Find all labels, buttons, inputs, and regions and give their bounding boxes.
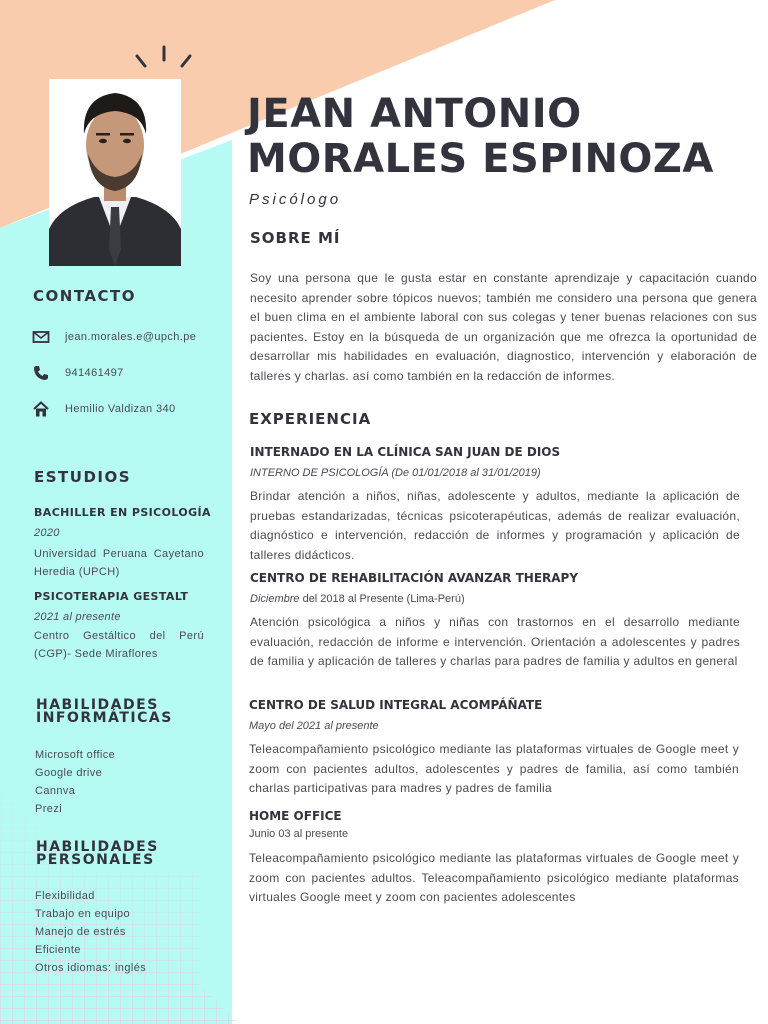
contact-address: Hemilio Valdizan 340 [65,403,176,415]
list-item: Trabajo en equipo [35,908,131,920]
computer-skills-list [35,746,115,818]
education-heading: ESTUDIOS [34,468,132,486]
home-icon [32,400,50,418]
about-heading: SOBRE MÍ [250,229,341,247]
job-subtitle-1: INTERNO DE PSICOLOGÍA (De 01/01/2018 al 31/01/2019) [250,467,541,479]
contact-heading: CONTACTO [33,287,136,305]
job-title-3: CENTRO DE SALUD INTEGRAL ACOMPÁÑATE [249,698,543,712]
job-description-3: Teleacompañamiento psicológico mediante las plataformas virtuales de Google meet y zoom con pacientes adultos, adolescentes y padres de familia, así como también charlas participativas para madres y padres de familia [249,742,739,795]
contact-email-row [32,328,196,346]
education-institution-1: Universidad Peruana Cayetano Heredia (UPCH) [34,548,204,578]
personal-skills-heading: HABILIDADES PERSONALES [36,839,159,868]
job-title-2: CENTRO DE REHABILITACIÓN AVANZAR THERAPY [250,571,579,585]
list-item: Google drive [35,767,103,779]
education-degree-2: PSICOTERAPIA GESTALT [34,590,189,603]
profile-photo [49,79,181,266]
job-description-2: Atención psicológica a niños y niñas con trastornos en el desarrollo mediante evaluación, redacción de informe e intervención. Orientación a adolescentes y padres de familia y aplicación de talleres y charlas para padres de familia y adultos en general [250,615,740,668]
list-item: Cannva [35,785,76,797]
education-institution-2: Centro Gestáltico del Perú (CGP)- Sede Miraflores [34,630,204,660]
list-item: Microsoft office [35,749,116,761]
job-subtitle-2: Diciembre del 2018 al Presente (Lima-Perú) [250,593,465,605]
full-name [247,92,714,182]
list-item: Otros idiomas: inglés [35,962,147,974]
computer-skills-heading: HABILIDADES INFORMÁTICAS [36,697,173,726]
portrait-illustration [49,79,181,266]
job-subtitle-3: Mayo del 2021 al presente [249,720,379,732]
contact-address-row [32,400,176,418]
list-item: Eficiente [35,944,81,956]
experience-heading: EXPERIENCIA [249,410,372,428]
list-item: Prezi [35,803,63,815]
phone-icon [32,364,50,382]
list-item: Manejo de estrés [35,926,126,938]
envelope-icon [32,328,50,346]
contact-email[interactable]: jean.morales.e@upch.pe [65,331,197,343]
job-title-4: HOME OFFICE [249,809,342,823]
name-line-2: MORALES ESPINOZA [247,136,714,182]
job-description-1: Brindar atención a niños, niñas, adolescente y adultos, mediante la aplicación de pruebas estandarizadas, técnicas psicoterapéuticas, además de realizar evaluación, diagnóstico e intervención, redacción de informes y programación y aplicación de talleres didácticos. [250,489,740,562]
education-date-2: 2021 al presente [34,611,121,623]
contact-phone-row [32,364,124,382]
job-role: Psicólogo [249,191,342,208]
personal-skills-list [35,887,146,977]
job-description-4: Teleacompañamiento psicológico mediante las plataformas virtuales de Google meet y zoom con pacientes adultos. Teleacompañamiento psicológico mediante plataformas virtuales Google meet y zoom con pacientes adolescentes [249,851,739,904]
list-item: Flexibilidad [35,890,95,902]
education-degree-1: BACHILLER EN PSICOLOGÍA [34,506,211,519]
job-subtitle-4: Junio 03 al presente [249,828,349,840]
education-date-1: 2020 [34,527,60,539]
about-text: Soy una persona que le gusta estar en constante aprendizaje y capacitación cuando necesito aprender sobre tópicos nuevos; también me considero una persona que genera el buen clima en el ambiente laboral con sus colegas y tener buenas relaciones con sus pacientes. Estoy en la búsqueda de un organización que me ofrezca la oportunidad de desarrollar mis habilidades en evaluación, diagnostico, intervención y elaboración de talleres y charlas. así como también en la redacción de informes. [250,271,757,383]
job-title-1: INTERNADO EN LA CLÍNICA SAN JUAN DE DIOS [250,445,561,459]
name-line-1: JEAN ANTONIO [247,91,582,137]
contact-phone[interactable]: 941461497 [65,367,124,379]
